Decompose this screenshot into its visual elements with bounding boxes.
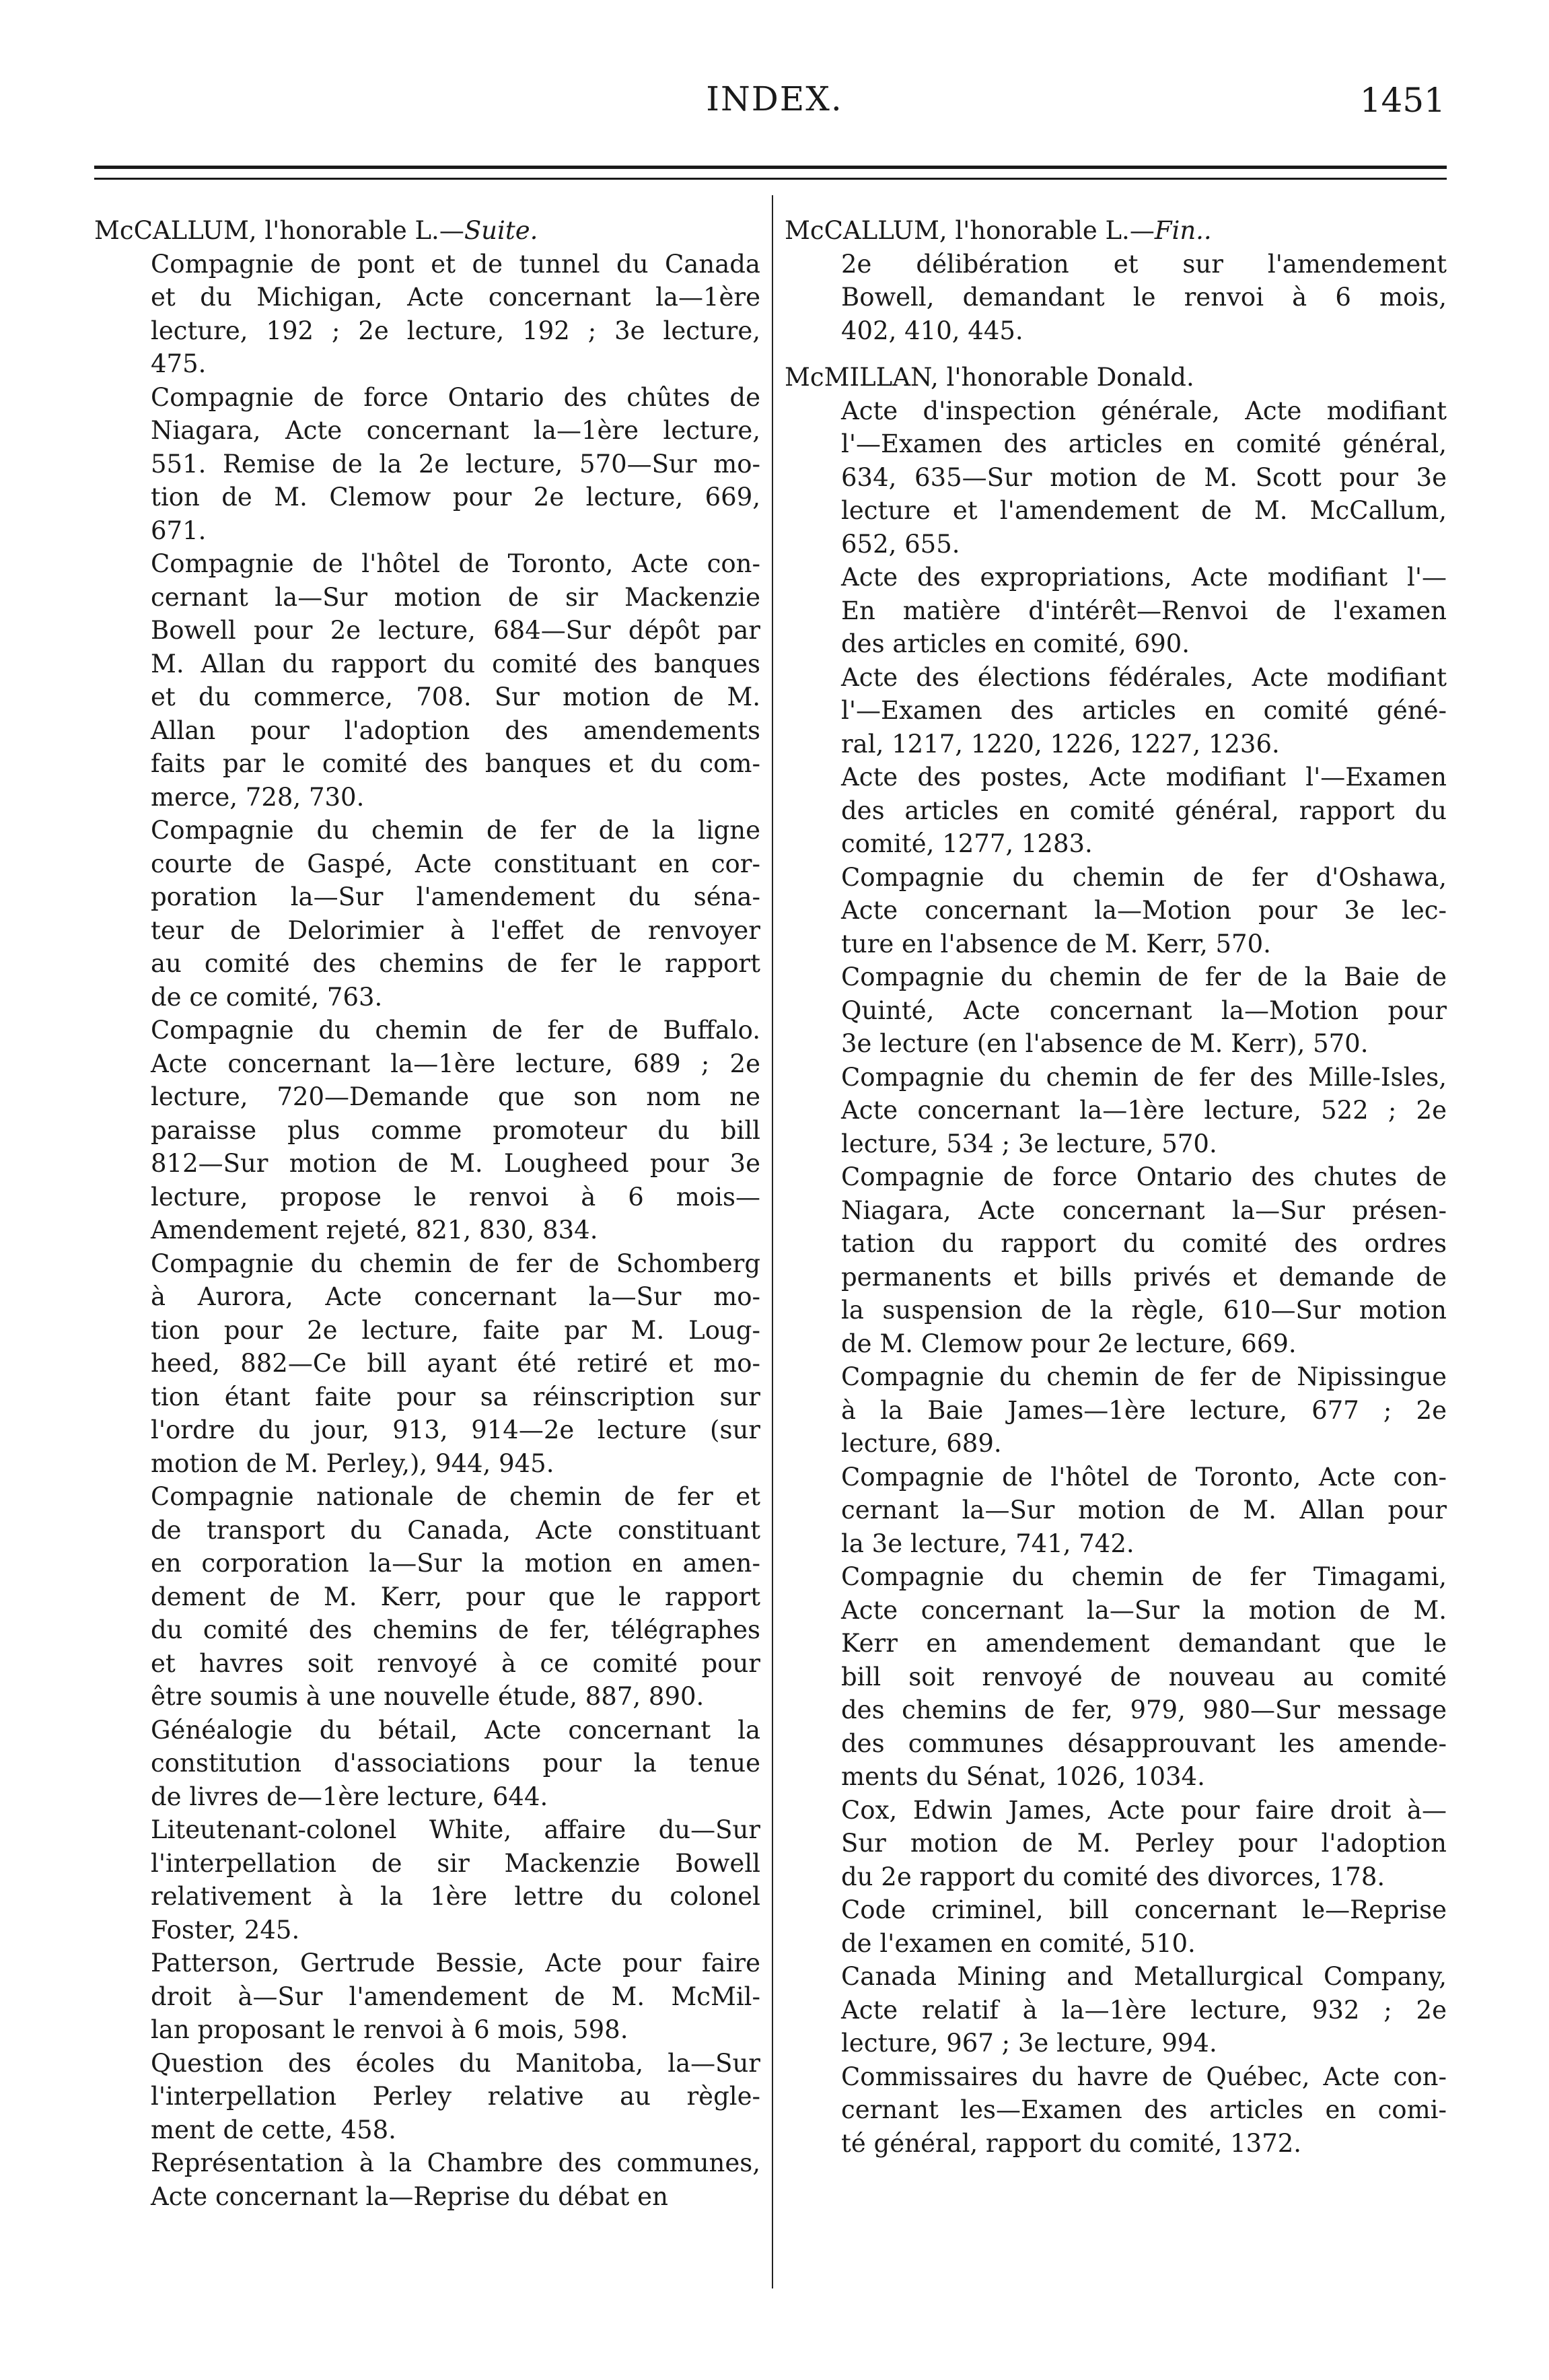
- right-column: [785, 214, 1447, 2160]
- index-entry: [785, 561, 1447, 661]
- entry-line: l'—Examen des articles en comité général,: [841, 429, 1447, 458]
- entry-line: Compagnie du chemin de fer d'Oshawa,: [841, 862, 1447, 892]
- index-entry: [785, 1461, 1447, 1561]
- index-entry: [94, 381, 760, 548]
- index-entry: [94, 1247, 760, 1481]
- index-entry: [94, 1947, 760, 2047]
- entry-line: Bowell, demandant le renvoi à 6 mois,: [841, 283, 1447, 312]
- entry-line: relativement à la 1ère lettre du colonel: [151, 1882, 760, 1911]
- index-entry: [94, 2047, 760, 2147]
- entry-line: Acte concernant la—Motion pour 3e lec-: [841, 896, 1447, 925]
- entry-line: du 2e rapport du comité des divorces, 178.: [841, 1862, 1385, 1891]
- entry-line: Compagnie de force Ontario des chutes de: [841, 1162, 1447, 1191]
- index-entry: [94, 248, 760, 381]
- entry-line: l'—Examen des articles en comité géné-: [841, 696, 1447, 725]
- entry-line: de transport du Canada, Acte constituant: [151, 1515, 760, 1545]
- entry-line: Bowell pour 2e lecture, 684—Sur dépôt par: [151, 616, 760, 645]
- index-entry: [785, 960, 1447, 1061]
- entry-line: la 3e lecture, 741, 742.: [841, 1529, 1134, 1558]
- heading-suffix: Fin..: [1154, 216, 1212, 245]
- running-title: INDEX.: [706, 79, 843, 118]
- entry-line: lecture, 689.: [841, 1429, 1002, 1458]
- heading-text: McCALLUM, l'honorable L.—: [94, 216, 464, 245]
- entry-line: ral, 1217, 1220, 1226, 1227, 1236.: [841, 729, 1280, 759]
- entry-line: des articles en comité général, rapport du: [841, 796, 1447, 825]
- index-entry: [94, 547, 760, 814]
- entry-line: Compagnie du chemin de fer de la ligne: [151, 816, 760, 845]
- entry-line: M. Allan du rapport du comité des banques: [151, 649, 760, 678]
- entry-line: paraisse plus comme promoteur du bill: [151, 1115, 760, 1145]
- entry-line: 3e lecture (en l'absence de M. Kerr), 570.: [841, 1029, 1369, 1058]
- entry-line: à la Baie James—1ère lecture, 677 ; 2e: [841, 1395, 1447, 1425]
- entry-line: au comité des chemins de fer le rapport: [151, 949, 760, 978]
- entry-line: ment de cette, 458.: [151, 2115, 396, 2144]
- entry-line: Acte concernant la—Reprise du débat en: [151, 2181, 668, 2211]
- entry-line: lecture, 534 ; 3e lecture, 570.: [841, 1129, 1217, 1158]
- index-entry: [785, 394, 1447, 561]
- index-heading: [94, 214, 760, 248]
- entry-line: Compagnie du chemin de fer de Buffalo.: [151, 1016, 760, 1045]
- entry-line: Compagnie de l'hôtel de Toronto, Acte con-: [151, 549, 760, 578]
- entry-line: du comité des chemins de fer, télégraphes: [151, 1615, 760, 1644]
- index-entry: [94, 1480, 760, 1714]
- index-entry: [785, 1794, 1447, 1894]
- entry-line: Acte des expropriations, Acte modifiant l'—: [841, 563, 1447, 592]
- index-entry: [785, 248, 1447, 348]
- entry-line: teur de Delorimier à l'effet de renvoyer: [151, 915, 760, 945]
- entry-line: Code criminel, bill concernant le—Reprise: [841, 1895, 1447, 1924]
- header-rule: [94, 166, 1447, 169]
- entry-line: merce, 728, 730.: [151, 782, 365, 812]
- entry-line: Niagara, Acte concernant la—1ère lecture,: [151, 416, 760, 445]
- entry-line: Compagnie du chemin de fer de la Baie de: [841, 963, 1447, 991]
- entry-line: Foster, 245.: [151, 1915, 300, 1945]
- entry-line: droit à—Sur l'amendement de M. McMil-: [151, 1982, 760, 2011]
- entry-line: constitution d'associations pour la tenue: [151, 1749, 760, 1778]
- entry-line: Acte des postes, Acte modifiant l'—Examen: [841, 763, 1447, 792]
- entry-line: Compagnie nationale de chemin de fer et: [151, 1482, 760, 1511]
- entry-line: 634, 635—Sur motion de M. Scott pour 3e: [841, 462, 1447, 492]
- header-rule-thin: [94, 178, 1447, 180]
- index-entry: [94, 1014, 760, 1247]
- index-entry: [785, 1160, 1447, 1360]
- index-entry: [785, 1960, 1447, 2060]
- entry-line: Question des écoles du Manitoba, la—Sur: [151, 2048, 760, 2078]
- entry-line: Kerr en amendement demandant que le: [841, 1629, 1447, 1658]
- entry-line: Acte concernant la—1ère lecture, 522 ; 2e: [841, 1096, 1447, 1125]
- index-entry: [785, 661, 1447, 761]
- entry-line: tion étant faite pour sa réinscription sur: [151, 1382, 760, 1411]
- index-entry: [785, 1893, 1447, 1960]
- page-number: 1451: [1359, 81, 1445, 120]
- index-entry: [94, 1813, 760, 1947]
- entry-line: Compagnie du chemin de fer Timagami,: [841, 1562, 1447, 1591]
- entry-line: cernant la—Sur motion de M. Allan pour: [841, 1496, 1447, 1525]
- entry-line: la suspension de la règle, 610—Sur motion: [841, 1296, 1447, 1325]
- entry-line: tion de M. Clemow pour 2e lecture, 669,: [151, 483, 760, 512]
- entry-line: bill soit renvoyé de nouveau au comité: [841, 1662, 1447, 1691]
- entry-line: En matière d'intérêt—Renvoi de l'examen: [841, 596, 1447, 625]
- column-divider: [772, 195, 773, 2288]
- entry-line: Patterson, Gertrude Bessie, Acte pour faire: [151, 1949, 760, 1978]
- entry-line: ments du Sénat, 1026, 1034.: [841, 1762, 1205, 1791]
- entry-line: lecture et l'amendement de M. McCallum,: [841, 496, 1447, 525]
- entry-line: ture en l'absence de M. Kerr, 570.: [841, 929, 1271, 958]
- entry-line: l'interpellation de sir Mackenzie Bowell: [151, 1848, 760, 1878]
- entry-line: Quinté, Acte concernant la—Motion pour: [841, 995, 1447, 1025]
- entry-line: 671.: [151, 516, 207, 545]
- entry-line: lecture, propose le renvoi à 6 mois—: [151, 1182, 760, 1212]
- entry-line: Compagnie du chemin de fer des Mille-Isles,: [841, 1062, 1447, 1092]
- entry-line: l'interpellation Perley relative au règle-: [151, 2082, 760, 2111]
- entry-line: des communes désapprouvant les amende-: [841, 1728, 1447, 1758]
- entry-line: Compagnie du chemin de fer de Nipissingue: [841, 1362, 1447, 1391]
- entry-line: l'ordre du jour, 913, 914—2e lecture (sur: [151, 1415, 760, 1444]
- entry-line: Compagnie de force Ontario des chûtes de: [151, 382, 760, 412]
- entry-line: Généalogie du bétail, Acte concernant la: [151, 1715, 760, 1745]
- index-heading: [785, 214, 1447, 248]
- entry-line: Commissaires du havre de Québec, Acte con-: [841, 2062, 1447, 2091]
- entry-line: faits par le comité des banques et du com-: [151, 749, 760, 778]
- entry-line: motion de M. Perley,), 944, 945.: [151, 1448, 554, 1478]
- entry-line: Compagnie de pont et de tunnel du Canada: [151, 249, 760, 279]
- right-entries: [785, 394, 1447, 2161]
- entry-line: lecture, 720—Demande que son nom ne: [151, 1082, 760, 1111]
- entry-line: poration la—Sur l'amendement du séna-: [151, 882, 760, 911]
- entry-line: et havres soit renvoyé à ce comité pour: [151, 1648, 760, 1678]
- index-entry: [94, 814, 760, 1014]
- entry-line: 2e délibération et sur l'amendement: [841, 249, 1447, 279]
- entry-line: Sur motion de M. Perley pour l'adoption: [841, 1829, 1447, 1858]
- entry-line: tation du rapport du comité des ordres: [841, 1229, 1447, 1258]
- entry-line: Acte concernant la—Sur la motion de M.: [841, 1595, 1447, 1625]
- heading-text: McCALLUM, l'honorable L.—: [785, 216, 1155, 245]
- entry-line: cernant les—Examen des articles en comi-: [841, 2095, 1447, 2124]
- entry-line: permanents et bills privés et demande de: [841, 1262, 1447, 1292]
- entry-line: Acte relatif à la—1ère lecture, 932 ; 2e: [841, 1995, 1447, 2025]
- entry-line: lecture, 967 ; 3e lecture, 994.: [841, 2029, 1217, 2058]
- entry-line: Représentation à la Chambre des communes,: [151, 2148, 760, 2177]
- index-entry: [785, 1560, 1447, 1794]
- left-column: [94, 214, 760, 2213]
- entry-line: de M. Clemow pour 2e lecture, 669.: [841, 1329, 1297, 1358]
- continuation-entry: [785, 248, 1447, 348]
- entry-line: cernant la—Sur motion de sir Mackenzie: [151, 582, 760, 612]
- entry-line: 551. Remise de la 2e lecture, 570—Sur mo-: [151, 449, 760, 479]
- entry-line: Amendement rejeté, 821, 830, 834.: [151, 1216, 598, 1245]
- entry-line: Niagara, Acte concernant la—Sur présen-: [841, 1195, 1447, 1225]
- entry-line: 475.: [151, 349, 207, 378]
- entry-line: tion pour 2e lecture, faite par M. Loug-: [151, 1315, 760, 1345]
- entry-line: 402, 410, 445.: [841, 316, 1023, 345]
- entry-line: lan proposant le renvoi à 6 mois, 598.: [151, 2015, 628, 2044]
- entry-line: Liteutenant-colonel White, affaire du—Sur: [151, 1815, 760, 1844]
- index-entry: [785, 761, 1447, 861]
- entry-line: Compagnie de l'hôtel de Toronto, Acte con-: [841, 1462, 1447, 1492]
- entry-line: Allan pour l'adoption des amendements: [151, 715, 760, 745]
- index-entry: [785, 2060, 1447, 2161]
- entry-line: heed, 882—Ce bill ayant été retiré et mo-: [151, 1349, 760, 1378]
- entry-line: à Aurora, Acte concernant la—Sur mo-: [151, 1282, 760, 1311]
- entry-line: des chemins de fer, 979, 980—Sur message: [841, 1695, 1447, 1724]
- index-entry: [94, 1714, 760, 1814]
- left-entries: [94, 248, 760, 2214]
- heading-suffix: Suite.: [464, 216, 538, 245]
- entry-line: 812—Sur motion de M. Lougheed pour 3e: [151, 1149, 760, 1178]
- index-entry: [785, 1360, 1447, 1461]
- index-heading-mcmillan: McMILLAN, l'honorable Donald.: [785, 363, 1194, 392]
- entry-line: et du commerce, 708. Sur motion de M.: [151, 682, 760, 711]
- entry-line: de ce comité, 763.: [151, 982, 383, 1012]
- entry-line: lecture, 192 ; 2e lecture, 192 ; 3e lecture,: [151, 316, 760, 345]
- index-entry: [785, 861, 1447, 961]
- entry-line: Cox, Edwin James, Acte pour faire droit à—: [841, 1795, 1447, 1825]
- entry-line: Acte d'inspection générale, Acte modifiant: [841, 396, 1447, 425]
- entry-line: de l'examen en comité, 510.: [841, 1928, 1196, 1958]
- entry-line: dement de M. Kerr, pour que le rapport: [151, 1582, 760, 1611]
- entry-line: de livres de—1ère lecture, 644.: [151, 1782, 548, 1811]
- entry-line: Compagnie du chemin de fer de Schomberg: [151, 1249, 760, 1278]
- entry-line: courte de Gaspé, Acte constituant en cor-: [151, 849, 760, 878]
- entry-line: Canada Mining and Metallurgical Company,: [841, 1962, 1447, 1991]
- entry-line: en corporation la—Sur la motion en amen-: [151, 1549, 760, 1578]
- entry-line: té général, rapport du comité, 1372.: [841, 2128, 1302, 2158]
- page-header: [0, 79, 1549, 140]
- entry-line: des articles en comité, 690.: [841, 629, 1190, 658]
- entry-line: et du Michigan, Acte concernant la—1ère: [151, 283, 760, 312]
- entry-line: 652, 655.: [841, 529, 960, 559]
- entry-line: être soumis à une nouvelle étude, 887, 890.: [151, 1682, 705, 1711]
- entry-line: comité, 1277, 1283.: [841, 829, 1093, 858]
- index-entry: [785, 1061, 1447, 1161]
- entry-line: Acte des élections fédérales, Acte modifiant: [841, 662, 1447, 692]
- entry-line: Acte concernant la—1ère lecture, 689 ; 2e: [151, 1049, 760, 1078]
- index-entry: [94, 2146, 760, 2213]
